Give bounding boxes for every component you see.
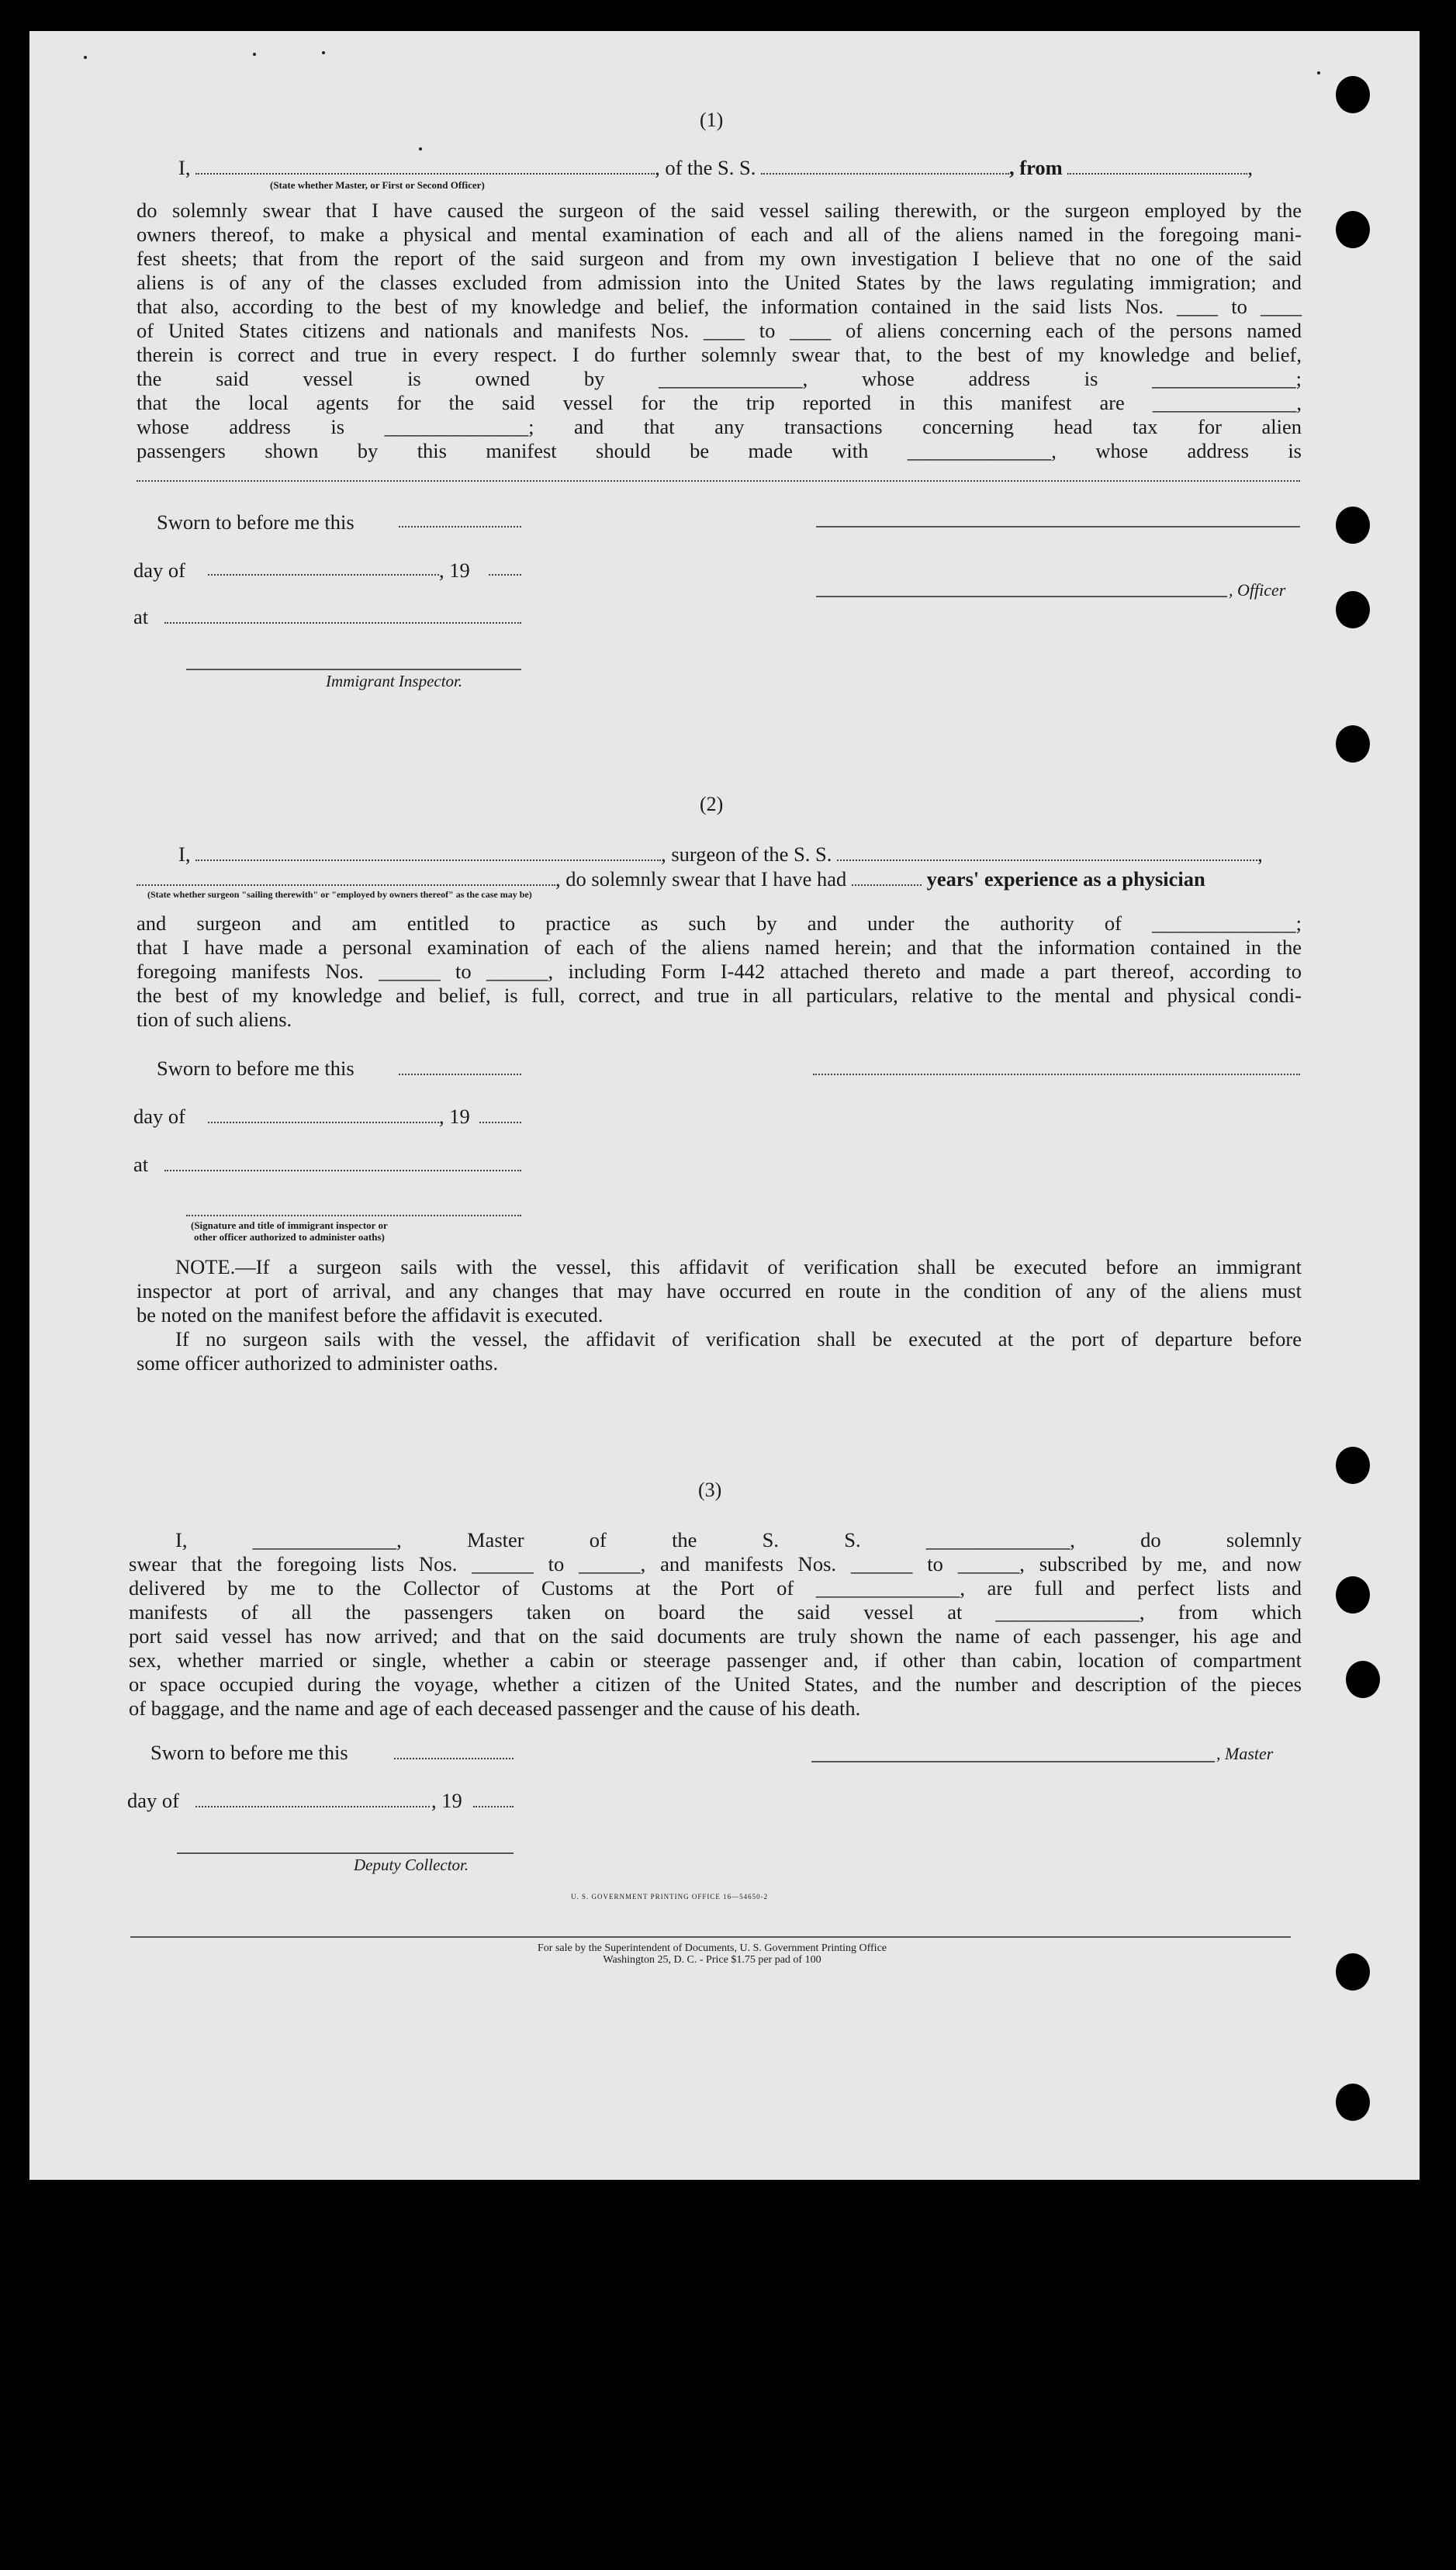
blank-field xyxy=(489,574,521,576)
day-of-label: day of xyxy=(127,1789,179,1812)
master-signature-line xyxy=(811,1761,1215,1762)
day-of-label: day of xyxy=(133,559,185,582)
text: I, xyxy=(178,842,191,866)
oath-line: that I have made a personal examination of each of the aliens named herein; and that the information contained in the xyxy=(137,936,1302,959)
sworn-label: Sworn to before me this xyxy=(150,1741,348,1764)
oath-line: tion of such aliens. xyxy=(137,1008,292,1031)
oath-line: manifests of all the passengers taken on board the said vessel at ______________, from which xyxy=(129,1600,1302,1624)
oath-line: and surgeon and am entitled to practice as such by and under the authority of ______________; xyxy=(137,911,1302,935)
section-2-first-line xyxy=(178,841,1263,866)
section-1-number: (1) xyxy=(700,109,724,131)
note-line: be noted on the manifest before the affidavit is executed. xyxy=(137,1303,603,1327)
year-label: , 19 xyxy=(439,559,470,582)
oath-line: that the local agents for the said vessel for the trip reported in this manifest are ______________, xyxy=(137,391,1302,414)
text: I, xyxy=(178,155,191,179)
signature-line xyxy=(186,1215,521,1216)
oath-line: delivered by me to the Collector of Customs at the Port of ______________, are full and perfect lists and xyxy=(129,1576,1302,1600)
oath-line: or space occupied during the voyage, whether a citizen of the United States, and the number and description of the pieces xyxy=(129,1672,1302,1696)
day-of-label: day of xyxy=(133,1105,185,1128)
blank-field xyxy=(137,480,1300,482)
deputy-signature-line xyxy=(177,1852,514,1854)
year-label: , 19 xyxy=(439,1105,470,1128)
blank-field xyxy=(195,1806,430,1807)
text: , surgeon of the S. S. xyxy=(661,842,832,866)
binder-hole xyxy=(1346,1661,1380,1698)
text: , do solemnly swear that I have had xyxy=(555,866,847,891)
signature-note: (Signature and title of immigrant inspector or xyxy=(191,1219,388,1231)
officer-signature-line xyxy=(816,596,1227,597)
oath-line: aliens is of any of the classes excluded from admission into the United States by the laws regulating immigration; and xyxy=(137,271,1302,294)
note-line: some officer authorized to administer oaths. xyxy=(137,1351,499,1375)
signature-line xyxy=(816,526,1300,527)
blank-field xyxy=(473,1806,514,1807)
oath-line: port said vessel has now arrived; and that on the said documents are truly shown the name of each passenger, his age and xyxy=(129,1624,1302,1648)
section-2-number: (2) xyxy=(700,793,724,815)
binder-hole xyxy=(1336,2084,1370,2121)
oath-line: of United States citizens and nationals and manifests Nos. ____ to ____ of aliens concerning each of the persons named xyxy=(137,319,1302,342)
text: , of the S. S. xyxy=(655,155,756,179)
text: years' experience as a physician xyxy=(926,866,1205,891)
oath-line: I, ______________, Master of the S. S. ______________, do solemnly xyxy=(175,1528,1302,1551)
at-label: at xyxy=(133,1153,149,1176)
blank-field xyxy=(1067,154,1247,175)
oath-line: owners thereof, to make a physical and mental examination of each and all of the aliens named in the foregoing mani- xyxy=(137,223,1302,246)
sworn-label: Sworn to before me this xyxy=(157,1057,354,1080)
binder-hole xyxy=(1336,76,1370,113)
blank-field xyxy=(208,1122,439,1123)
blank-field xyxy=(852,866,922,886)
oath-line: the best of my knowledge and belief, is full, correct, and true in all particulars, relative to the mental and physical condi- xyxy=(137,984,1302,1007)
blank-field xyxy=(479,1122,521,1123)
blank-field xyxy=(137,866,555,886)
speck xyxy=(253,53,256,56)
blank-field xyxy=(399,1074,521,1075)
blank-field xyxy=(195,841,661,861)
oath-line: passengers shown by this manifest should be made with ______________, whose address is xyxy=(137,439,1302,462)
blank-field xyxy=(399,526,521,527)
signature-line xyxy=(813,1074,1300,1075)
speck xyxy=(322,51,325,54)
blank-field xyxy=(164,1170,521,1171)
blank-field xyxy=(837,841,1257,861)
speck xyxy=(419,147,422,150)
year-label: , 19 xyxy=(431,1789,462,1812)
footer-text-1: For sale by the Superintendent of Documents, U. S. Government Printing Office xyxy=(538,1942,887,1954)
signature-note: other officer authorized to administer oaths) xyxy=(194,1231,385,1243)
inspector-label: Immigrant Inspector. xyxy=(326,672,463,690)
blank-field xyxy=(164,622,521,624)
section-3-number: (3) xyxy=(698,1479,722,1501)
footer-rule xyxy=(130,1936,1291,1938)
note-line: If no surgeon sails with the vessel, the affidavit of verification shall be executed at the port of departure before xyxy=(175,1327,1302,1351)
section-2-second-line xyxy=(137,866,1205,891)
oath-line: the said vessel is owned by ______________, whose address is ______________; xyxy=(137,367,1302,390)
gpo-line: U. S. GOVERNMENT PRINTING OFFICE 16—54650-2 xyxy=(571,1893,769,1901)
footer-text-2: Washington 25, D. C. - Price $1.75 per pad of 100 xyxy=(603,1954,821,1966)
speck xyxy=(84,56,87,59)
note-line: NOTE.—If a surgeon sails with the vessel, this affidavit of verification shall be executed before an immigrant xyxy=(175,1255,1302,1278)
binder-hole xyxy=(1336,211,1370,248)
surgeon-note: (State whether surgeon "sailing therewith" or "employed by owners thereof" as the case may be) xyxy=(147,889,532,900)
binder-hole xyxy=(1336,507,1370,544)
text: , from xyxy=(1009,155,1063,179)
oath-line: swear that the foregoing lists Nos. ______ to ______, and manifests Nos. ______ to ______, subscribed by me, and now xyxy=(129,1552,1302,1576)
oath-line: fest sheets; that from the report of the said surgeon and from my own investigation I believe that no one of the said xyxy=(137,247,1302,270)
speck xyxy=(1317,71,1320,74)
blank-field xyxy=(195,154,655,175)
binder-hole xyxy=(1336,1576,1370,1614)
binder-hole xyxy=(1336,1447,1370,1484)
sworn-label: Sworn to before me this xyxy=(157,510,354,534)
deputy-label: Deputy Collector. xyxy=(354,1856,469,1874)
note-line: inspector at port of arrival, and any changes that may have occurred en route in the condition of any of the aliens must xyxy=(137,1279,1302,1302)
binder-hole xyxy=(1336,1953,1370,1991)
text: , xyxy=(1257,842,1263,866)
oath-line: whose address is ______________; and that any transactions concerning head tax for alien xyxy=(137,415,1302,438)
text: , xyxy=(1247,155,1253,179)
oath-line: foregoing manifests Nos. ______ to ______, including Form I-442 attached thereto and made a part thereof, according to xyxy=(137,960,1302,983)
blank-field xyxy=(208,574,439,576)
master-note: (State whether Master, or First or Second Officer) xyxy=(270,179,485,191)
blank-field xyxy=(394,1758,514,1759)
officer-label: , Officer xyxy=(1229,580,1286,600)
master-label: , Master xyxy=(1216,1744,1274,1763)
section-1-first-line xyxy=(178,154,1253,180)
binder-hole xyxy=(1336,591,1370,628)
oath-line: sex, whether married or single, whether a cabin or steerage passenger and, if other than cabin, location of compartment xyxy=(129,1648,1302,1672)
blank-field xyxy=(761,154,1009,175)
oath-line: that also, according to the best of my knowledge and belief, the information contained in the said lists Nos. ____ to ____ xyxy=(137,295,1302,318)
oath-line: therein is correct and true in every respect. I do further solemnly swear that, to the best of my knowledge and belief, xyxy=(137,343,1302,366)
oath-line: of baggage, and the name and age of each deceased passenger and the cause of his death. xyxy=(129,1697,861,1720)
inspector-signature-line xyxy=(186,669,521,670)
at-label: at xyxy=(133,605,149,628)
binder-hole xyxy=(1336,725,1370,763)
oath-line: do solemnly swear that I have caused the surgeon of the said vessel sailing therewith, or the surgeon employed by the xyxy=(137,199,1302,222)
